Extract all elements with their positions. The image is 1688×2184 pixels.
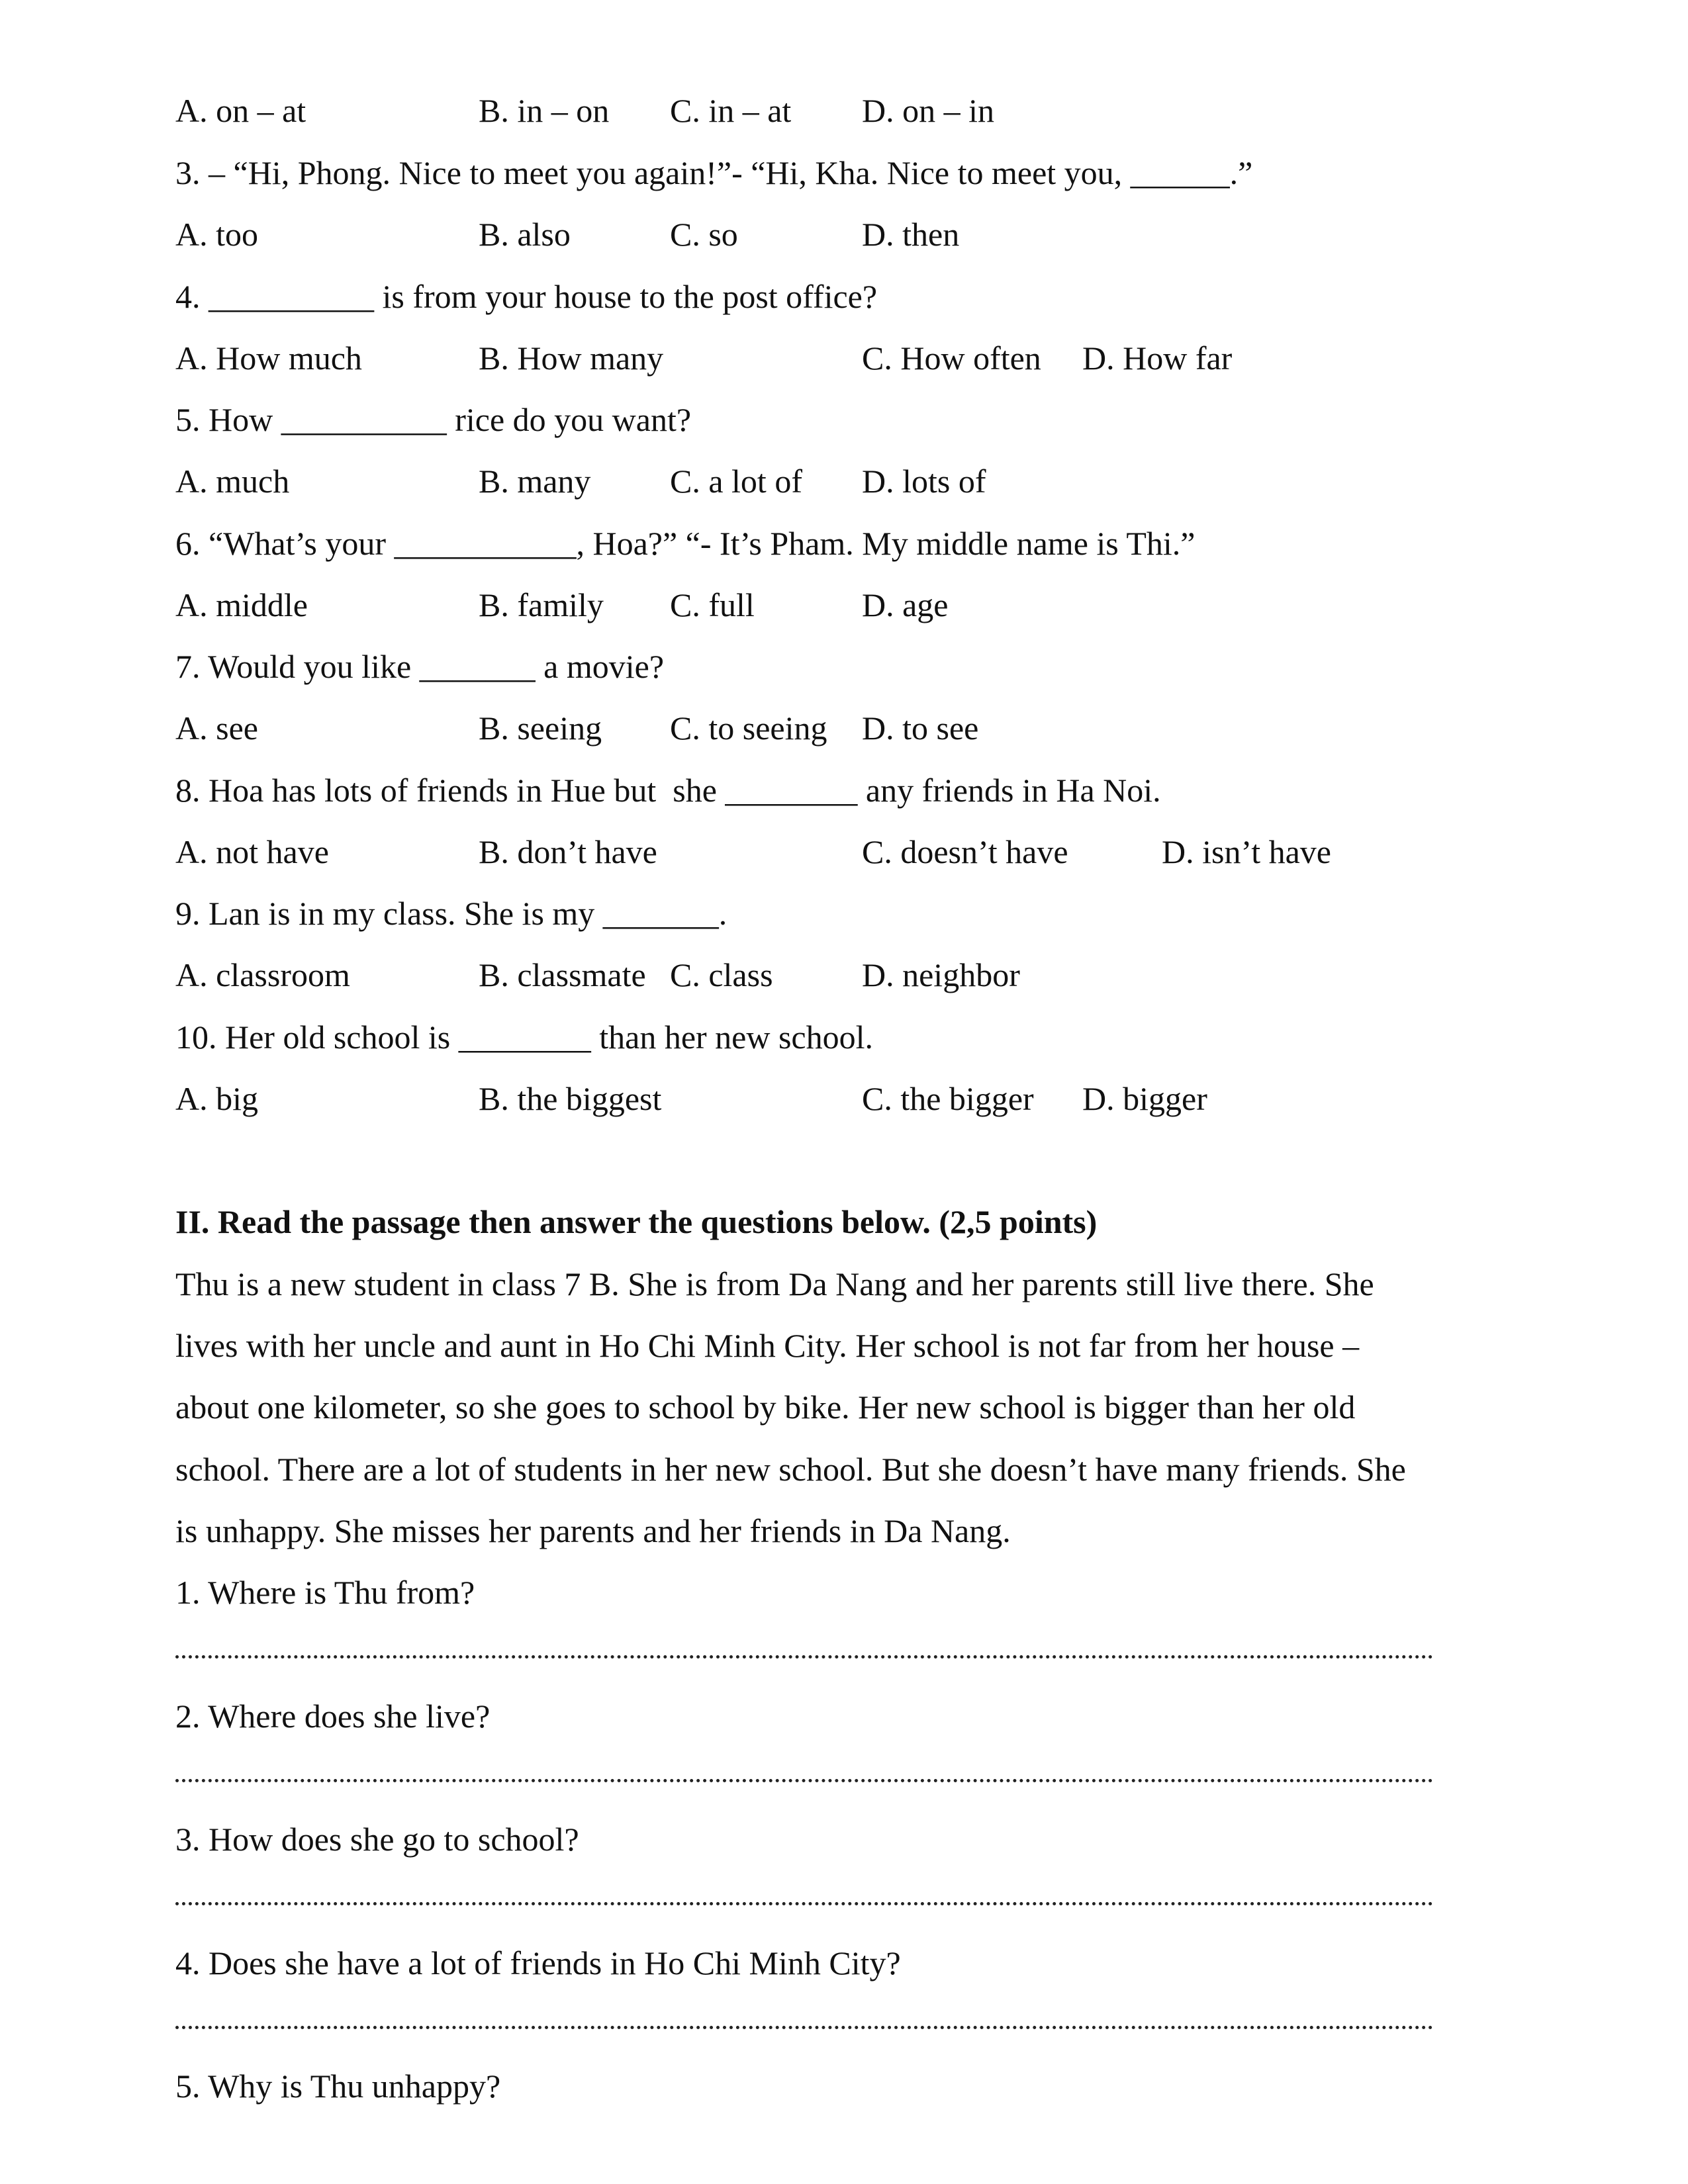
passage-line: lives with her uncle and aunt in Ho Chi Minh City. Her school is not far from her house –	[175, 1327, 1360, 1364]
q2-option-a: A. on – at	[175, 92, 306, 129]
passage-line: Thu is a new student in class 7 B. She is from Da Nang and her parents still live there. She	[175, 1265, 1374, 1302]
q4-option-b: B. How many	[479, 340, 664, 377]
q8-option-d: D. isn’t have	[1162, 833, 1331, 870]
q8-stem: 8. Hoa has lots of friends in Hue but she ________ any friends in Ha Noi.	[175, 772, 1161, 809]
q7-option-b: B. seeing	[479, 709, 602, 747]
q4-option-c: C. How often	[862, 340, 1041, 377]
answer-line-3[interactable]	[175, 1902, 1433, 1905]
q9-option-b: B. classmate	[479, 956, 646, 993]
q9-option-a: A. classroom	[175, 956, 350, 993]
q2-option-d: D. on – in	[862, 92, 994, 129]
q8-option-b: B. don’t have	[479, 833, 657, 870]
question-3: 3. How does she go to school?	[175, 1821, 579, 1858]
q5-stem: 5. How __________ rice do you want?	[175, 401, 692, 438]
q3-option-d: D. then	[862, 216, 960, 253]
q6-option-a: A. middle	[175, 586, 308, 623]
q10-option-b: B. the biggest	[479, 1080, 662, 1117]
passage-line: about one kilometer, so she goes to school by bike. Her new school is bigger than her old	[175, 1388, 1356, 1426]
q6-option-c: C. full	[670, 586, 755, 623]
q3-option-c: C. so	[670, 216, 738, 253]
q6-stem: 6. “What’s your ___________, Hoa?” “- It’s Pham. My middle name is Thi.”	[175, 525, 1196, 562]
q4-option-a: A. How much	[175, 340, 362, 377]
q3-option-a: A. too	[175, 216, 258, 253]
q2-option-b: B. in – on	[479, 92, 610, 129]
answer-line-2[interactable]	[175, 1779, 1433, 1782]
q4-stem: 4. __________ is from your house to the post office?	[175, 278, 878, 315]
q9-option-d: D. neighbor	[862, 956, 1020, 993]
q7-option-c: C. to seeing	[670, 709, 827, 747]
question-5: 5. Why is Thu unhappy?	[175, 2068, 501, 2105]
q3-stem: 3. – “Hi, Phong. Nice to meet you again!”- “Hi, Kha. Nice to meet you, ______.”	[175, 154, 1253, 191]
q7-stem: 7. Would you like _______ a movie?	[175, 648, 665, 685]
q9-option-c: C. class	[670, 956, 773, 993]
q10-option-c: C. the bigger	[862, 1080, 1034, 1117]
q7-option-d: D. to see	[862, 709, 979, 747]
answer-line-1[interactable]	[175, 1655, 1433, 1659]
passage-line: is unhappy. She misses her parents and her friends in Da Nang.	[175, 1512, 1011, 1549]
q7-option-a: A. see	[175, 709, 258, 747]
q4-option-d: D. How far	[1082, 340, 1233, 377]
q5-option-d: D. lots of	[862, 463, 986, 500]
passage-line: school. There are a lot of students in her new school. But she doesn’t have many friends. She	[175, 1451, 1406, 1488]
q5-option-a: A. much	[175, 463, 290, 500]
q6-option-b: B. family	[479, 586, 604, 623]
q5-option-c: C. a lot of	[670, 463, 802, 500]
q6-option-d: D. age	[862, 586, 949, 623]
answer-line-4[interactable]	[175, 2026, 1433, 2029]
section-2-heading: II. Read the passage then answer the questions below. (2,5 points)	[175, 1203, 1098, 1240]
q10-option-a: A. big	[175, 1080, 258, 1117]
q2-option-c: C. in – at	[670, 92, 792, 129]
question-4: 4. Does she have a lot of friends in Ho Chi Minh City?	[175, 1944, 901, 1981]
q10-stem: 10. Her old school is ________ than her new school.	[175, 1019, 874, 1056]
q9-stem: 9. Lan is in my class. She is my _______.	[175, 895, 727, 932]
q5-option-b: B. many	[479, 463, 591, 500]
question-2: 2. Where does she live?	[175, 1698, 491, 1735]
q8-option-a: A. not have	[175, 833, 329, 870]
question-1: 1. Where is Thu from?	[175, 1574, 475, 1611]
q8-option-c: C. doesn’t have	[862, 833, 1068, 870]
q3-option-b: B. also	[479, 216, 571, 253]
q10-option-d: D. bigger	[1082, 1080, 1207, 1117]
